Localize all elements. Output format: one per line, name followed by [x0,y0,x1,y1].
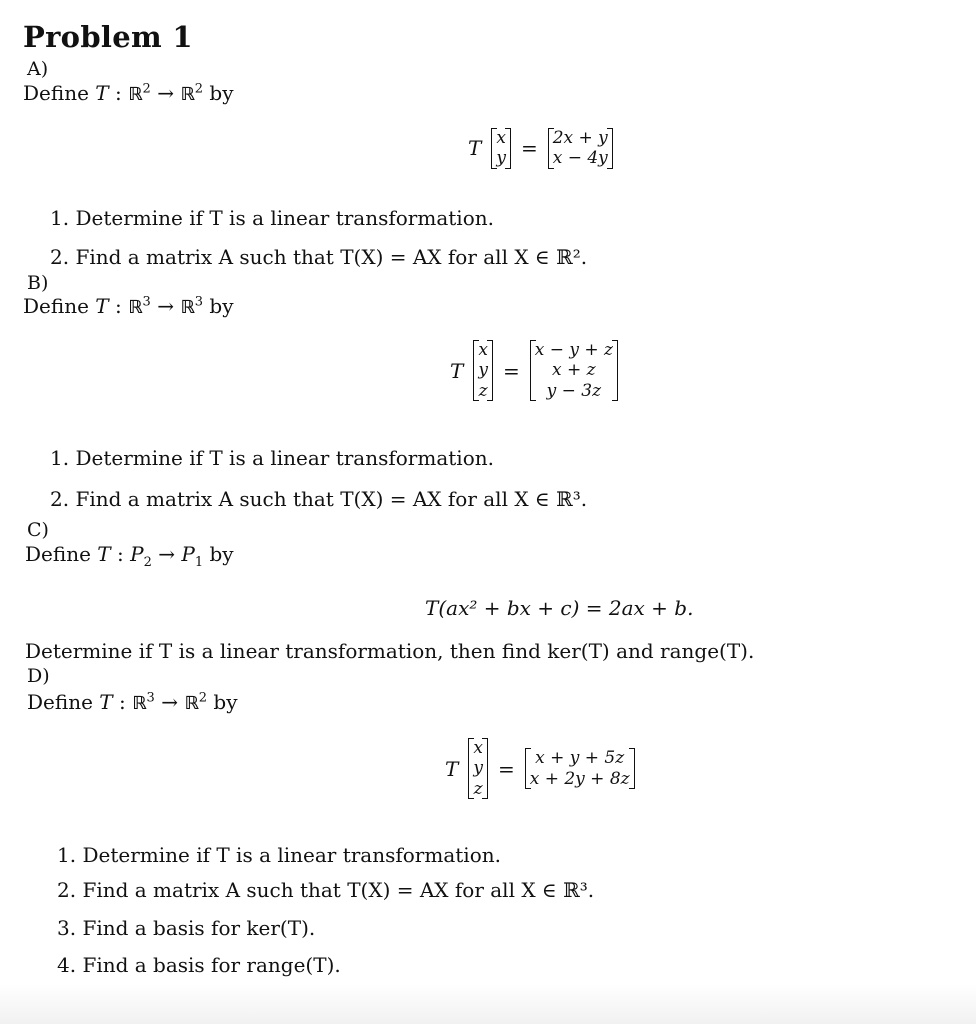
part-d-item-1: 1. Determine if T is a linear transformation. [57,843,501,867]
part-b-item-2: 2. Find a matrix A such that T(X) = AX for all X ∈ ℝ³. [50,487,588,511]
part-a-item-1: 1. Determine if T is a linear transformation. [50,206,494,230]
part-d-definition: Define T : ℝ$^3$ → ℝ$^2$ by [27,690,238,714]
part-b-equation: T x y z = x − y + z x + z y − 3z [450,340,618,401]
part-c-label: C) [27,519,49,541]
part-a-item-2: 2. Find a matrix A such that T(X) = AX for all X ∈ ℝ². [50,245,588,269]
part-d-item-4: 4. Find a basis for range(T). [57,953,341,977]
part-d-output-vector: x + y + 5z x + 2y + 8z [525,748,635,789]
part-d-label: D) [27,665,50,687]
part-c-equation: T(ax² + bx + c) = 2ax + b. [425,596,694,620]
part-d-input-vector: x y z [468,738,488,799]
part-a-input-vector: x y [491,128,511,169]
part-b-item-1: 1. Determine if T is a linear transformation. [50,446,494,470]
part-c-definition: Define T : $P_2 \to P_1$ by [25,542,234,570]
part-d-item-2: 2. Find a matrix A such that T(X) = AX for all X ∈ ℝ³. [57,878,595,902]
part-a-label: A) [27,58,49,80]
part-c-statement: Determine if T is a linear transformation, then find ker(T) and range(T). [25,639,755,663]
part-a-output-vector: 2x + y x − 4y [548,128,613,169]
part-d-equation: T x y z = x + y + 5z x + 2y + 8z [445,738,635,799]
part-b-output-vector: x − y + z x + z y − 3z [530,340,618,401]
page-title: Problem 1 [23,20,193,54]
part-b-label: B) [27,272,49,294]
part-d-item-3: 3. Find a basis for ker(T). [57,916,316,940]
part-b-input-vector: x y z [473,340,493,401]
part-a-equation: T x y = 2x + y x − 4y [468,128,613,169]
part-b-definition: Define T : ℝ$^3$ → ℝ$^3$ by [23,294,234,318]
part-a-definition: Define T : ℝ$^2$ → ℝ$^2$ by [23,81,234,105]
page-bottom-shade [0,984,976,1024]
